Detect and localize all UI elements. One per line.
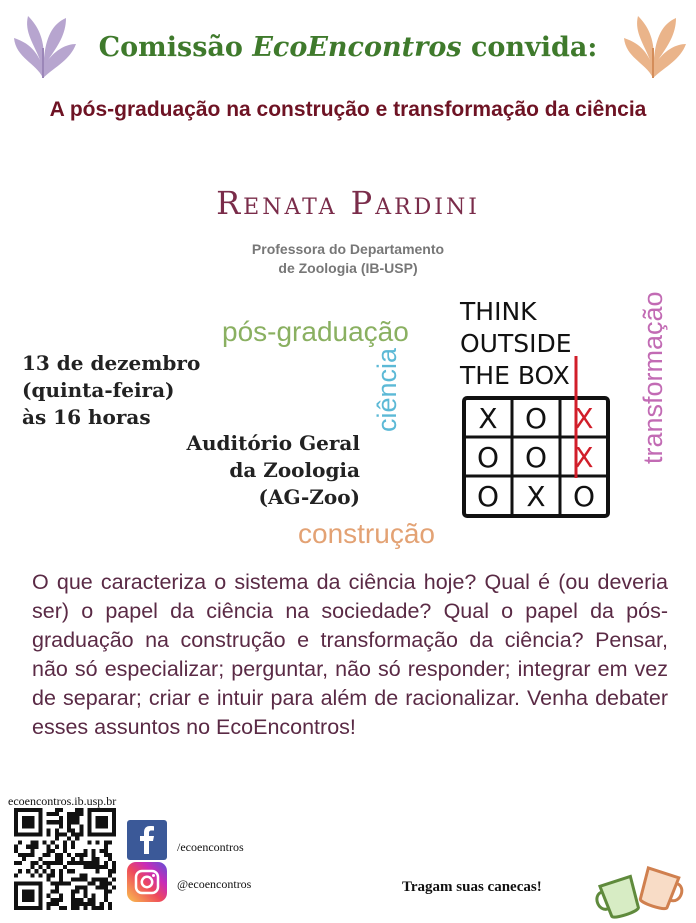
venue-line3: (AG-Zoo) xyxy=(258,485,360,509)
speaker-role xyxy=(220,240,476,278)
think-line2: OUTSIDE xyxy=(460,329,572,358)
event-venue xyxy=(170,430,360,511)
invitation-heading xyxy=(0,32,696,63)
date-line1: 13 de dezembro xyxy=(22,351,201,375)
facebook-icon[interactable] xyxy=(127,820,167,860)
heading-commission-name: EcoEncontros xyxy=(252,32,462,63)
keyword-transformacao: transformação xyxy=(638,291,668,464)
bring-mugs-note: Tragam suas canecas! xyxy=(402,879,542,895)
date-line2: (quinta-feira) xyxy=(22,378,175,402)
mugs-icon xyxy=(592,860,688,920)
website-link[interactable]: ecoencontros.ib.usp.br xyxy=(8,794,117,808)
tic-tac-toe-mark: O xyxy=(476,480,500,513)
venue-line1: Auditório Geral xyxy=(186,431,360,455)
event-title: A pós-graduação na construção e transformação da ciência xyxy=(49,98,647,121)
facebook-handle[interactable]: /ecoencontros xyxy=(177,840,244,854)
tic-tac-toe-mark: O xyxy=(524,441,548,474)
think-line3: THE BOX xyxy=(460,361,570,390)
tic-tac-toe-mark: O xyxy=(476,441,500,474)
think-line1: THINK xyxy=(460,297,537,326)
speaker-name: Renata Pardini xyxy=(216,184,480,222)
event-description: O que caracteriza o sistema da ciência hoje? Qual é (ou deveria ser) o papel da ciência na sociedade? Qual o papel da pós-graduação na construção e transformação da ciência? Pensar, não só especializar; perguntar, não só responder; integrar em vez de separar; criar e intuir para além de racionalizar. Venha debater esses assuntos no EcoEncontros! xyxy=(32,570,668,739)
venue-line2: da Zoologia xyxy=(229,458,360,482)
tic-tac-toe-mark: X xyxy=(574,402,594,435)
tic-tac-toe-mark: X xyxy=(526,480,546,513)
keyword-ciencia: ciência xyxy=(372,347,402,432)
tic-tac-toe-mark: O xyxy=(524,402,548,435)
qr-code-icon xyxy=(14,808,116,910)
instagram-handle[interactable]: @ecoencontros xyxy=(177,877,252,891)
keyword-construcao: construção xyxy=(298,518,435,549)
heading-prefix: Comissão xyxy=(98,32,253,63)
tic-tac-toe-mark: X xyxy=(478,402,498,435)
speaker-role-line1: Professora do Departamento xyxy=(251,241,445,257)
tic-tac-toe-mark: O xyxy=(572,480,596,513)
think-outside-the-box-illustration xyxy=(458,292,618,524)
speaker-role-line2: de Zoologia (IB-USP) xyxy=(278,260,418,276)
tic-tac-toe-mark: X xyxy=(574,441,594,474)
instagram-icon[interactable] xyxy=(127,862,167,902)
date-line3: às 16 horas xyxy=(22,405,151,429)
event-date xyxy=(22,350,200,431)
keyword-pos-graduacao: pós-graduação xyxy=(222,316,409,347)
heading-suffix: convida: xyxy=(461,32,598,63)
